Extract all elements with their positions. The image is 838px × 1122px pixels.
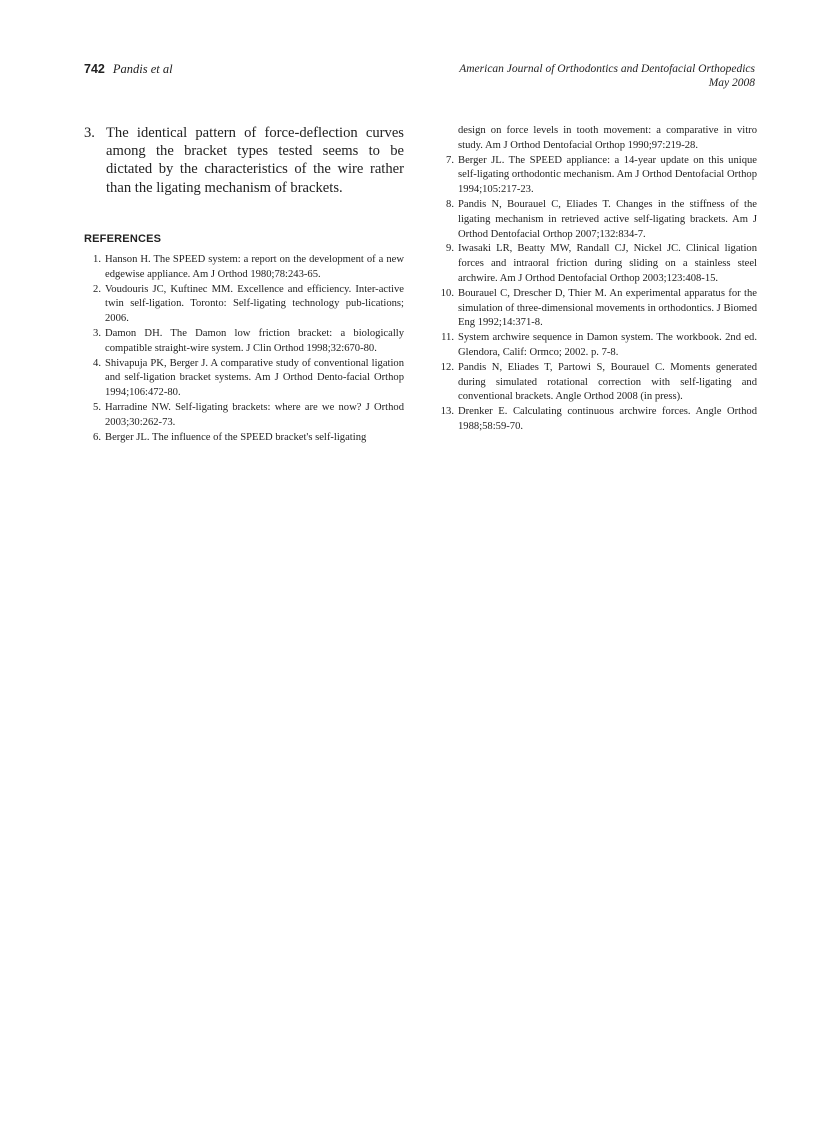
issue-date: May 2008: [708, 77, 755, 89]
reference-number: 3.: [93, 327, 101, 339]
reference-number: 11.: [441, 332, 454, 344]
reference-text: Pandis N, Eliades T, Partowi S, Bourauel C. Moments generated during simulated rotational correction with self-ligating and conventional brackets. Angle Orthod 2008 (in press).: [458, 361, 757, 403]
journal-title: American Journal of Orthodontics and Dentofacial Orthopedics: [459, 63, 755, 75]
reference-text: Pandis N, Bourauel C, Eliades T. Changes in the stiffness of the ligating mechanism in retrieved active self-ligating brackets. Am J Orthod Dentofacial Orthop 2007;132:834-7.: [458, 198, 757, 240]
reference-item: [437, 198, 757, 242]
running-header-right: [459, 62, 755, 90]
reference-continuation: design on force levels in tooth movement: a comparative in vitro study. Am J Orthod Dentofacial Orthop 1990;97:219-28.: [458, 125, 757, 151]
conclusion-text: The identical pattern of force-deflection curves among the bracket types tested seems to be dictated by the characteristics of the wire rather than the ligating mechanism of brackets.: [106, 125, 404, 196]
reference-text: Berger JL. The influence of the SPEED bracket's self-ligating: [105, 431, 367, 443]
reference-number: 6.: [93, 431, 101, 443]
reference-number: 5.: [93, 401, 101, 413]
reference-item: [437, 361, 757, 405]
reference-item: [437, 405, 757, 435]
reference-text: Shivapuja PK, Berger J. A comparative study of conventional ligation and self-ligation bracket systems. Am J Orthod Dento-facial Orthop 1994;106:472-80.: [105, 357, 404, 399]
reference-number: 4.: [93, 357, 101, 369]
reference-number: 9.: [446, 243, 454, 255]
references-heading: REFERENCES: [84, 233, 162, 245]
reference-item: [84, 401, 404, 431]
reference-text: Bourauel C, Drescher D, Thier M. An experimental apparatus for the simulation of three-dimensional movements in orthodontics. J Biomed Eng 1992;14:371-8.: [458, 287, 757, 329]
reference-item: [84, 253, 404, 283]
reference-text: Damon DH. The Damon low friction bracket: a biologically compatible straight-wire system. J Clin Orthod 1998;32:670-80.: [105, 327, 404, 354]
reference-text: Iwasaki LR, Beatty MW, Randall CJ, Nickel JC. Clinical ligation forces and intraoral friction during sliding on a stainless steel archwire. Am J Orthod Dentofacial Orthop 2003;123:408-15.: [458, 243, 757, 284]
reference-number: 13.: [440, 406, 454, 418]
reference-item: [437, 331, 757, 361]
reference-text: Drenker E. Calculating continuous archwire forces. Angle Orthod 1988;58:59-70.: [458, 406, 757, 432]
conclusion-item: [84, 124, 404, 197]
reference-item: [84, 327, 404, 357]
reference-text: System archwire sequence in Damon system. The workbook. 2nd ed. Glendora, Calif: Ormco; 2002. p. 7-8.: [458, 332, 757, 358]
reference-item: [437, 242, 757, 286]
references-left-column: [84, 253, 404, 445]
reference-item: [84, 357, 404, 401]
reference-item: [84, 283, 404, 327]
reference-text: Voudouris JC, Kuftinec MM. Excellence and efficiency. Inter-active twin self-ligation. Toronto: Self-ligating technology pub-lications; 2006.: [105, 283, 404, 325]
reference-text: Harradine NW. Self-ligating brackets: where are we now? J Orthod 2003;30:262-73.: [105, 401, 404, 428]
reference-item: [84, 431, 404, 446]
reference-number: 7.: [446, 154, 454, 166]
reference-number: 10.: [440, 287, 454, 299]
conclusion-number: 3.: [84, 125, 95, 141]
page-number: 742: [84, 62, 105, 76]
reference-item: [437, 154, 757, 198]
running-authors: Pandis et al: [112, 62, 173, 76]
reference-text: Berger JL. The SPEED appliance: a 14-year update on this unique self-ligating orthodontic mechanism. Am J Orthod Dentofacial Orthop 1994;105:217-23.: [458, 154, 757, 196]
reference-text: Hanson H. The SPEED system: a report on the development of a new edgewise appliance. Am J Orthod 1980;78:243-65.: [105, 254, 404, 280]
reference-number: 2.: [93, 283, 101, 295]
references-right-column: [437, 124, 757, 435]
reference-number: 12.: [440, 361, 454, 373]
reference-number: 8.: [446, 198, 454, 210]
reference-number: 1.: [93, 254, 101, 265]
running-header-left: [84, 62, 173, 77]
reference-item: [437, 287, 757, 331]
